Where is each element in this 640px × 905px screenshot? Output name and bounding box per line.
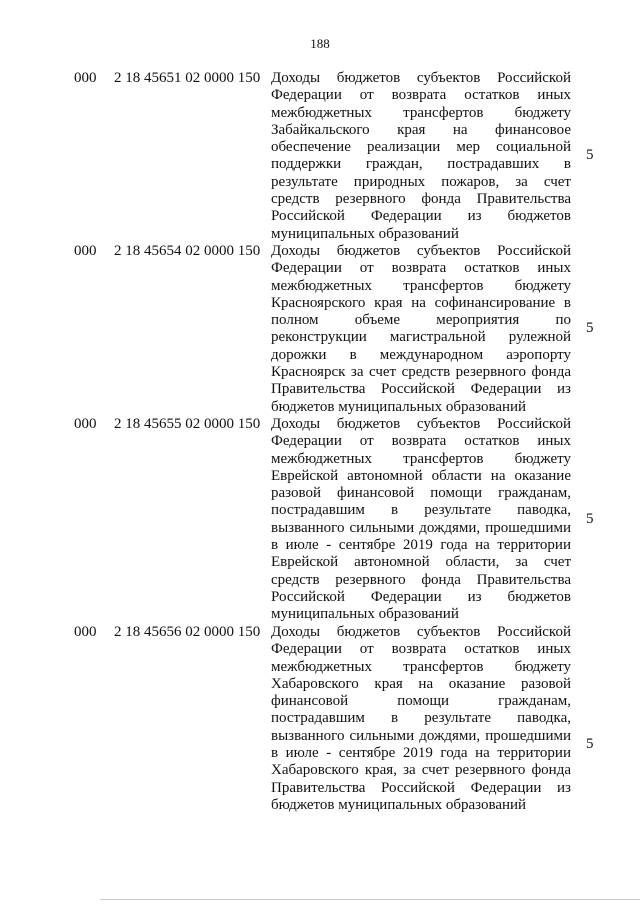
- scan-edge-line: [100, 899, 640, 900]
- admin-code: 000: [74, 70, 97, 86]
- row-description: Доходы бюджетов субъектов Российской Федерации от возврата остатков иных межбюджетных трансфертов бюджету Еврейской автономной области на оказание разовой финансовой помощи гражданам, пострадавшим в результате паводка, вызванного сильными дождями, прошедшими в июле - сентябре 2019 года на территории Еврейской автономной области, за счет средств резервного фонда Правительства Российской Федерации из бюджетов муниципальных образований: [271, 416, 571, 623]
- row-amount: 5: [586, 320, 594, 336]
- table-row: [0, 70, 640, 242]
- page-number: 188: [310, 36, 330, 51]
- budget-code: 2 18 45651 02 0000 150: [114, 70, 261, 86]
- row-description: Доходы бюджетов субъектов Российской Федерации от возврата остатков иных межбюджетных трансфертов бюджету Красноярского края на софинансирование в полном объеме мероприятия по реконструкции магистральной рулежной дорожки в международном аэропорту Красноярск за счет средств резервного фонда Правительства Российской Федерации из бюджетов муниципальных образований: [271, 243, 571, 415]
- table-row: [0, 624, 640, 824]
- budget-code: 2 18 45654 02 0000 150: [114, 243, 261, 259]
- row-amount: 5: [586, 147, 594, 163]
- row-amount: 5: [586, 511, 594, 527]
- table-row: [0, 243, 640, 415]
- row-description: Доходы бюджетов субъектов Российской Федерации от возврата остатков иных межбюджетных трансфертов бюджету Хабаровского края на оказание разовой финансовой помощи гражданам, пострадавшим в результате паводка, вызванного сильными дождями, прошедшими в июле - сентябре 2019 года на территории Хабаровского края, за счет резервного фонда Правительства Российской Федерации из бюджетов муниципальных образований: [271, 624, 571, 813]
- admin-code: 000: [74, 416, 97, 432]
- budget-code: 2 18 45656 02 0000 150: [114, 624, 261, 640]
- budget-code: 2 18 45655 02 0000 150: [114, 416, 261, 432]
- admin-code: 000: [74, 624, 97, 640]
- row-amount: 5: [586, 736, 594, 752]
- admin-code: 000: [74, 243, 97, 259]
- table-row: [0, 416, 640, 624]
- row-description: Доходы бюджетов субъектов Российской Федерации от возврата остатков иных межбюджетных трансфертов бюджету Забайкальского края на финансовое обеспечение реализации мер социальной поддержки граждан, пострадавших в результате природных пожаров, за счет средств резервного фонда Правительства Российской Федерации из бюджетов муниципальных образований: [271, 70, 571, 242]
